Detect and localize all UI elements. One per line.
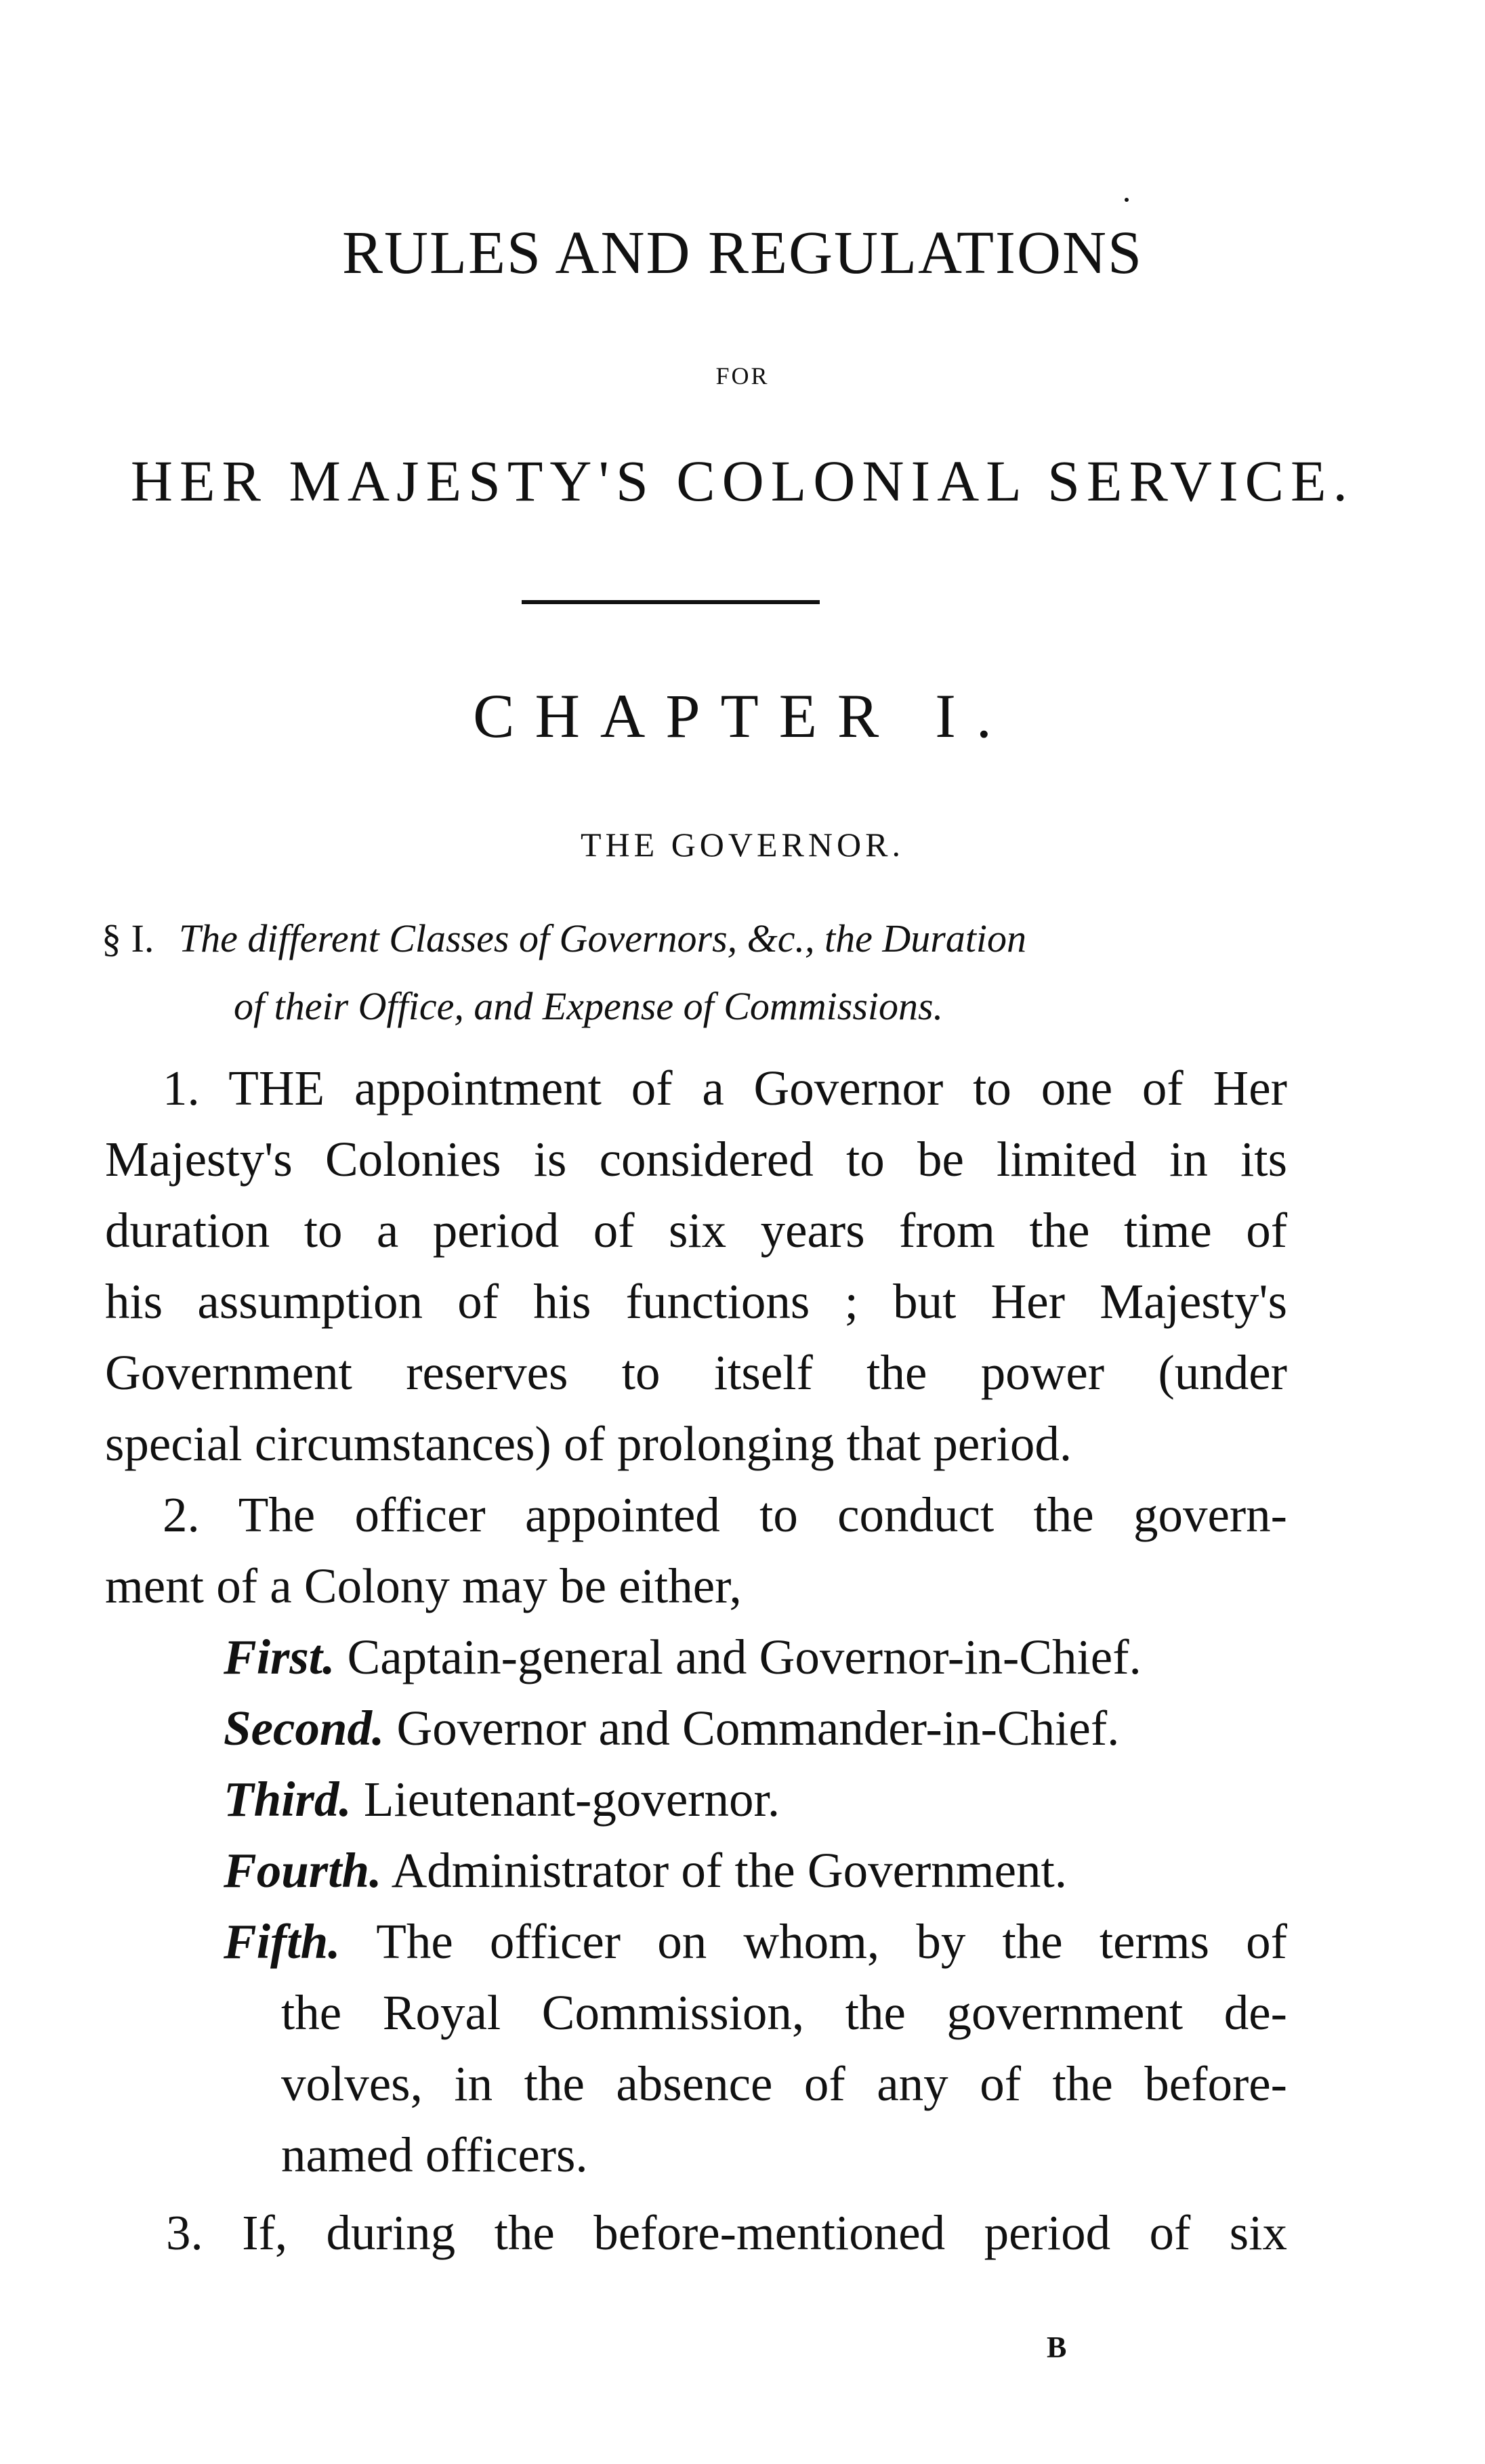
list-item-fifth [224,1913,1287,1970]
section-heading-line-2: of their Office, and Expense of Commissions. [234,984,944,1028]
paragraph-1-line-5: Government reserves to itself the power (under [105,1345,1287,1400]
paragraph-1-line-1: 1. THE appointment of a Governor to one of Her [163,1061,1287,1116]
list-item-first [224,1629,1142,1686]
ink-speck [1125,198,1129,202]
list-label-second: Second. [224,1701,385,1756]
list-item-fifth-cont-3: named officers. [281,2127,588,2182]
paragraph-1-line-2: Majesty's Colonies is considered to be limited in its [105,1132,1287,1187]
list-item-second [224,1700,1119,1757]
chapter-subheading: THE GOVERNOR. [581,826,904,864]
section-symbol: § I. [102,916,154,960]
list-label-third: Third. [224,1772,352,1827]
list-text-fourth: Administrator of the Government. [391,1843,1068,1898]
paragraph-1-line-3: duration to a period of six years from the time of [105,1203,1287,1258]
list-label-first: First. [224,1630,335,1684]
list-text-fifth: The officer on whom, by the terms of [376,1914,1287,1969]
list-item-third [224,1771,780,1828]
section-heading-line-1 [102,916,1026,961]
title-for: FOR [715,362,770,389]
list-item-fifth-cont-2: volves, in the absence of any of the before- [281,2056,1287,2111]
title-divider [522,600,820,604]
list-label-fifth: Fifth. [224,1914,341,1969]
list-label-fourth: Fourth. [224,1843,382,1898]
title-line-1: RULES AND REGULATIONS [341,219,1144,286]
list-text-second: Governor and Commander-in-Chief. [396,1701,1120,1756]
title-line-2: HER MAJESTY'S COLONIAL SERVICE. [130,448,1355,513]
signature-mark: B [1047,2331,1067,2364]
paragraph-1-line-4: his assumption of his functions ; but Her Majesty's [105,1274,1287,1329]
section-title-text: The different Classes of Governors, &c., the Duration [178,916,1027,960]
list-item-fifth-cont-1: the Royal Commission, the government de- [281,1985,1287,2040]
chapter-heading: CHAPTER I. [473,681,1012,750]
paragraph-3-line-1: 3. If, during the before-mentioned period of six [166,2205,1287,2260]
paragraph-2-line-2: ment of a Colony may be either, [105,1558,742,1613]
paragraph-2-line-1: 2. The officer appointed to conduct the govern- [163,1487,1287,1542]
list-text-first: Captain-general and Governor-in-Chief. [347,1630,1142,1684]
paragraph-1-line-6: special circumstances) of prolonging that period. [105,1416,1072,1471]
list-text-third: Lieutenant-governor. [363,1772,780,1827]
list-item-fourth [224,1842,1067,1899]
